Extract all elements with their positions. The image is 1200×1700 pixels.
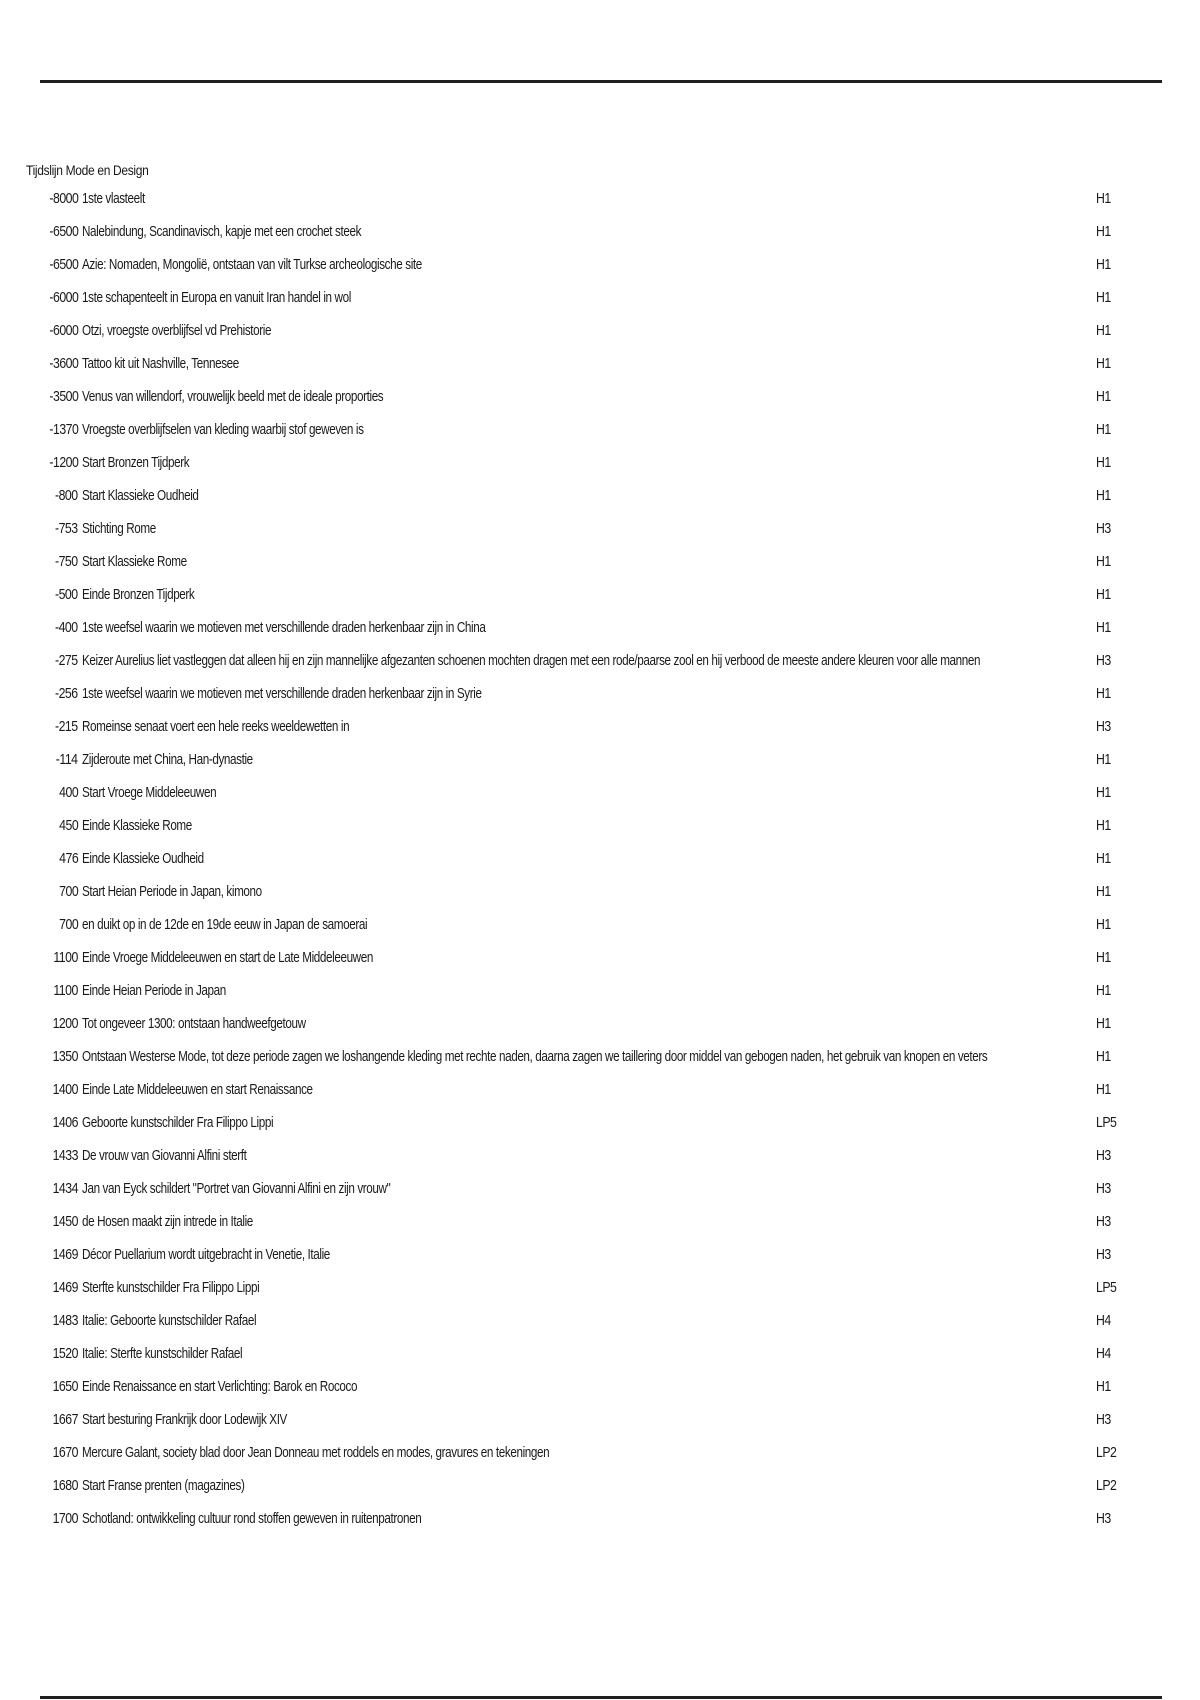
row-reference: H1 <box>1096 850 1111 867</box>
row-reference: H1 <box>1096 1378 1111 1395</box>
timeline-row <box>26 1106 1136 1139</box>
row-reference: H3 <box>1096 520 1111 537</box>
row-year: 450 <box>58 817 78 834</box>
timeline-row <box>26 941 1136 974</box>
row-year: -114 <box>56 751 78 768</box>
row-reference: LP5 <box>1096 1279 1117 1296</box>
row-description: Azie: Nomaden, Mongolië, ontstaan van vilt Turkse archeologische site <box>82 256 422 273</box>
row-reference: H1 <box>1096 256 1111 273</box>
row-reference: LP5 <box>1096 1114 1117 1131</box>
row-year: 1469 <box>52 1279 78 1296</box>
timeline-row <box>26 1172 1136 1205</box>
row-reference: H1 <box>1096 421 1111 438</box>
timeline-row <box>26 281 1136 314</box>
row-reference: H1 <box>1096 454 1111 471</box>
row-reference: H3 <box>1096 1510 1111 1527</box>
row-description: Otzi, vroegste overblijfsel vd Prehistorie <box>82 322 272 339</box>
row-reference: H1 <box>1096 553 1111 570</box>
row-reference: H1 <box>1096 487 1111 504</box>
timeline-row <box>26 644 1136 677</box>
row-reference: LP2 <box>1096 1444 1117 1461</box>
row-year: -275 <box>55 652 78 669</box>
timeline-row <box>26 809 1136 842</box>
row-description: Ontstaan Westerse Mode, tot deze periode zagen we loshangende kleding met rechte naden, daarna zagen we taillering door middel van gebogen naden, het gebruik van knopen en veters <box>82 1048 988 1065</box>
row-reference: H3 <box>1096 1180 1111 1197</box>
row-year: -6500 <box>48 223 78 240</box>
row-year: -1200 <box>48 454 78 471</box>
row-year: 1100 <box>53 982 78 999</box>
row-year: 1700 <box>52 1510 78 1527</box>
row-description: 1ste weefsel waarin we motieven met verschillende draden herkenbaar zijn in China <box>82 619 486 636</box>
row-reference: H1 <box>1096 883 1111 900</box>
timeline-row <box>26 1238 1136 1271</box>
timeline-row <box>26 1073 1136 1106</box>
row-reference: H1 <box>1096 784 1111 801</box>
row-year: -3600 <box>48 355 78 372</box>
timeline-row <box>26 1139 1136 1172</box>
row-reference: H1 <box>1096 355 1111 372</box>
row-year: -215 <box>55 718 78 735</box>
row-description: Décor Puellarium wordt uitgebracht in Venetie, Italie <box>82 1246 330 1263</box>
timeline-row <box>26 413 1136 446</box>
row-reference: H3 <box>1096 1147 1111 1164</box>
timeline-row <box>26 380 1136 413</box>
timeline-row <box>26 1271 1136 1304</box>
timeline-row <box>26 842 1136 875</box>
timeline-row <box>26 1370 1136 1403</box>
row-reference: H4 <box>1096 1345 1111 1362</box>
row-reference: H1 <box>1096 1081 1111 1098</box>
row-reference: H3 <box>1096 652 1111 669</box>
timeline-row <box>26 1304 1136 1337</box>
row-description: Stichting Rome <box>82 520 156 537</box>
row-description: Tot ongeveer 1300: ontstaan handweefgetouw <box>82 1015 306 1032</box>
row-reference: H1 <box>1096 949 1111 966</box>
row-description: Start Klassieke Rome <box>82 553 187 570</box>
row-description: 1ste weefsel waarin we motieven met verschillende draden herkenbaar zijn in Syrie <box>82 685 482 702</box>
row-reference: H1 <box>1096 619 1111 636</box>
timeline-row <box>26 908 1136 941</box>
row-description: Einde Klassieke Rome <box>82 817 192 834</box>
row-description: De vrouw van Giovanni Alfini sterft <box>82 1147 247 1164</box>
row-reference: H1 <box>1096 1048 1111 1065</box>
timeline-row <box>26 479 1136 512</box>
timeline-row <box>26 512 1136 545</box>
row-description: de Hosen maakt zijn intrede in Italie <box>82 1213 253 1230</box>
timeline-row <box>26 446 1136 479</box>
row-reference: H3 <box>1096 1246 1111 1263</box>
row-year: 1483 <box>52 1312 78 1329</box>
timeline-row <box>26 1403 1136 1436</box>
row-description: Einde Bronzen Tijdperk <box>82 586 195 603</box>
row-description: Jan van Eyck schildert "Portret van Giovanni Alfini en zijn vrouw" <box>82 1180 391 1197</box>
timeline-row <box>26 710 1136 743</box>
row-year: -1370 <box>48 421 78 438</box>
row-year: -256 <box>55 685 78 702</box>
timeline-row <box>26 1007 1136 1040</box>
row-reference: H1 <box>1096 1015 1111 1032</box>
timeline-row <box>26 1040 1136 1073</box>
row-reference: H3 <box>1096 718 1111 735</box>
row-year: -6500 <box>48 256 78 273</box>
timeline-row <box>26 1205 1136 1238</box>
timeline-sheet <box>26 158 1136 1535</box>
row-reference: H3 <box>1096 1411 1111 1428</box>
row-description: en duikt op in de 12de en 19de eeuw in Japan de samoerai <box>82 916 368 933</box>
row-reference: H1 <box>1096 322 1111 339</box>
row-year: 1650 <box>52 1378 78 1395</box>
row-description: Start besturing Frankrijk door Lodewijk XIV <box>82 1411 287 1428</box>
row-year: 1100 <box>53 949 78 966</box>
timeline-row <box>26 1502 1136 1535</box>
timeline-row <box>26 1337 1136 1370</box>
row-reference: H1 <box>1096 388 1111 405</box>
row-description: Start Bronzen Tijdperk <box>82 454 190 471</box>
timeline-row <box>26 974 1136 1007</box>
row-reference: H4 <box>1096 1312 1111 1329</box>
row-reference: H3 <box>1096 1213 1111 1230</box>
timeline-row <box>26 545 1136 578</box>
timeline-row <box>26 347 1136 380</box>
row-description: Keizer Aurelius liet vastleggen dat alleen hij en zijn mannelijke afgezanten schoenen mochten dragen met een rode/paarse zool en hij verbood de meeste andere kleuren voor alle mannen <box>82 652 981 669</box>
timeline-row <box>26 611 1136 644</box>
row-year: 1434 <box>52 1180 78 1197</box>
timeline-row <box>26 776 1136 809</box>
sheet-title: Tijdslijn Mode en Design <box>26 162 149 178</box>
row-description: 1ste schapenteelt in Europa en vanuit Iran handel in wol <box>82 289 351 306</box>
row-description: Romeinse senaat voert een hele reeks weeldewetten in <box>82 718 350 735</box>
row-year: 700 <box>58 883 78 900</box>
row-year: -800 <box>55 487 78 504</box>
row-year: 476 <box>58 850 78 867</box>
row-year: -500 <box>55 586 78 603</box>
row-description: Einde Renaissance en start Verlichting: Barok en Rococo <box>82 1378 358 1395</box>
timeline-row <box>26 314 1136 347</box>
row-year: 1469 <box>52 1246 78 1263</box>
row-year: -6000 <box>48 289 78 306</box>
row-reference: H1 <box>1096 586 1111 603</box>
row-description: Mercure Galant, society blad door Jean Donneau met roddels en modes, gravures en tekeningen <box>82 1444 550 1461</box>
row-year: 1667 <box>52 1411 78 1428</box>
row-description: Vroegste overblijfselen van kleding waarbij stof geweven is <box>82 421 364 438</box>
row-description: Einde Klassieke Oudheid <box>82 850 204 867</box>
timeline-row <box>26 743 1136 776</box>
row-reference: H1 <box>1096 685 1111 702</box>
row-description: Start Heian Periode in Japan, kimono <box>82 883 262 900</box>
row-description: Tattoo kit uit Nashville, Tennesee <box>82 355 239 372</box>
row-year: 1520 <box>52 1345 78 1362</box>
row-description: Start Vroege Middeleeuwen <box>82 784 217 801</box>
row-reference: H1 <box>1096 190 1111 207</box>
row-year: -8000 <box>48 190 78 207</box>
row-year: 1350 <box>52 1048 78 1065</box>
row-description: Start Klassieke Oudheid <box>82 487 199 504</box>
row-year: -750 <box>55 553 78 570</box>
row-reference: H1 <box>1096 289 1111 306</box>
row-reference: LP2 <box>1096 1477 1117 1494</box>
row-year: 1670 <box>52 1444 78 1461</box>
row-description: Einde Vroege Middeleeuwen en start de Late Middeleeuwen <box>82 949 373 966</box>
row-description: Einde Late Middeleeuwen en start Renaissance <box>82 1081 313 1098</box>
row-description: Start Franse prenten (magazines) <box>82 1477 245 1494</box>
row-description: Einde Heian Periode in Japan <box>82 982 226 999</box>
row-year: 1450 <box>52 1213 78 1230</box>
bottom-rule <box>40 1696 1162 1699</box>
row-reference: H1 <box>1096 223 1111 240</box>
row-description: Venus van willendorf, vrouwelijk beeld met de ideale proporties <box>82 388 384 405</box>
row-year: 1433 <box>52 1147 78 1164</box>
row-year: 700 <box>58 916 78 933</box>
row-reference: H1 <box>1096 916 1111 933</box>
row-year: -753 <box>55 520 78 537</box>
row-description: Schotland: ontwikkeling cultuur rond stoffen geweven in ruitenpatronen <box>82 1510 422 1527</box>
row-description: 1ste vlasteelt <box>82 190 145 207</box>
top-rule <box>40 80 1162 83</box>
row-year: 400 <box>58 784 78 801</box>
row-description: Geboorte kunstschilder Fra Filippo Lippi <box>82 1114 274 1131</box>
timeline-row <box>26 1469 1136 1502</box>
row-reference: H1 <box>1096 751 1111 768</box>
row-year: 1400 <box>52 1081 78 1098</box>
row-year: 1406 <box>52 1114 78 1131</box>
timeline-rows <box>26 182 1136 1535</box>
row-year: -6000 <box>48 322 78 339</box>
row-reference: H1 <box>1096 982 1111 999</box>
timeline-row <box>26 875 1136 908</box>
timeline-row <box>26 248 1136 281</box>
row-description: Italie: Geboorte kunstschilder Rafael <box>82 1312 257 1329</box>
row-year: 1680 <box>52 1477 78 1494</box>
timeline-row <box>26 578 1136 611</box>
row-description: Nalebindung, Scandinavisch, kapje met een crochet steek <box>82 223 362 240</box>
row-year: 1200 <box>52 1015 78 1032</box>
timeline-row <box>26 677 1136 710</box>
row-description: Italie: Sterfte kunstschilder Rafael <box>82 1345 243 1362</box>
row-year: -3500 <box>48 388 78 405</box>
timeline-row <box>26 215 1136 248</box>
row-reference: H1 <box>1096 817 1111 834</box>
row-description: Sterfte kunstschilder Fra Filippo Lippi <box>82 1279 260 1296</box>
row-year: -400 <box>55 619 78 636</box>
timeline-row <box>26 182 1136 215</box>
timeline-row <box>26 1436 1136 1469</box>
row-description: Zijderoute met China, Han-dynastie <box>82 751 253 768</box>
